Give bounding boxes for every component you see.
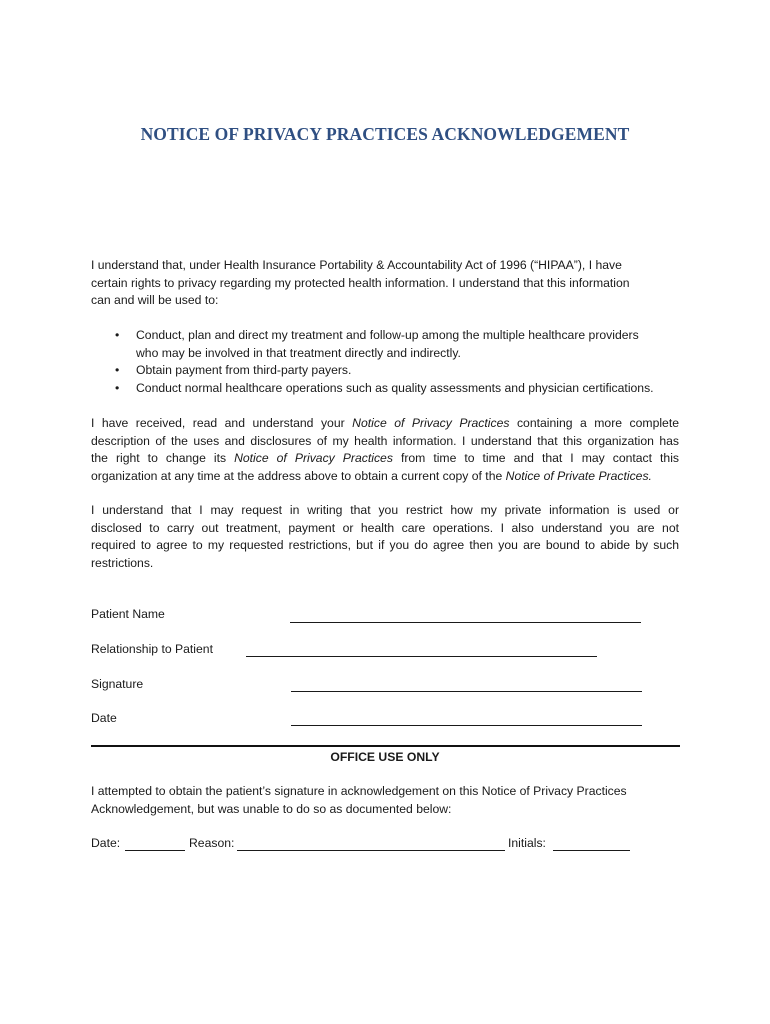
- paragraph-line: required to agree to my requested restrictions, but if you do agree then you are bound to abide by such: [91, 538, 679, 552]
- notice-title-italic: Notice of Privacy Practices: [352, 416, 510, 430]
- office-use-heading: OFFICE USE ONLY: [330, 750, 440, 764]
- reason-line[interactable]: [237, 850, 505, 851]
- paragraph-line: [91, 450, 679, 468]
- signature-line[interactable]: [291, 691, 642, 692]
- paragraph-line: disclosed to carry out treatment, payment or health care operations. I also understand you are not: [91, 520, 679, 535]
- text-run: containing a more complete: [509, 416, 680, 430]
- paragraph-line: Acknowledgement, but was unable to do so as documented below:: [91, 801, 452, 816]
- restriction-paragraph: [91, 502, 679, 572]
- office-use-paragraph: [91, 783, 681, 818]
- signature-field: [91, 677, 651, 697]
- patient-name-field: [91, 607, 651, 627]
- intro-line-1: I understand that, under Health Insurance Portability & Accountability Act of 1996 (“HIPAA”), I have: [91, 258, 622, 272]
- text-run: the right to change its: [91, 451, 235, 465]
- date-field: [91, 711, 651, 731]
- bullet-text: Conduct normal healthcare operations such as quality assessments and physician certifications.: [136, 380, 654, 395]
- text-run: organization at any time at the address above to obtain a current copy of the: [91, 468, 506, 483]
- bullet-item-payment: [91, 362, 681, 380]
- date-line[interactable]: [291, 725, 642, 726]
- notice-title-italic: Notice of Privacy Practices: [234, 451, 393, 465]
- text-run: from time to time and that I may contact this: [392, 451, 680, 465]
- bullet-text: Conduct, plan and direct my treatment and follow-up among the multiple healthcare providers: [136, 328, 639, 342]
- reason-label: Reason:: [189, 836, 235, 850]
- intro-line-2: certain rights to privacy regarding my protected health information. I understand that this information: [91, 275, 630, 290]
- section-divider: [91, 745, 680, 747]
- page-title: NOTICE OF PRIVACY PRACTICES ACKNOWLEDGEMENT: [140, 124, 630, 144]
- bullet-item-operations: [91, 380, 681, 398]
- bullet-icon: •: [115, 328, 120, 342]
- patient-name-label: Patient Name: [91, 607, 165, 621]
- relationship-field: [91, 642, 651, 662]
- signature-label: Signature: [91, 677, 144, 691]
- text-run: I have received, read and understand your: [91, 416, 353, 430]
- intro-paragraph: [91, 257, 661, 310]
- office-date-line[interactable]: [125, 850, 185, 851]
- bullet-icon: •: [115, 363, 120, 377]
- paragraph-line: description of the uses and disclosures of my health information. I understand that this organization has: [91, 433, 679, 448]
- bullet-text: Obtain payment from third-party payers.: [136, 363, 352, 377]
- received-notice-paragraph: [91, 415, 679, 485]
- bullet-item-treatment: [91, 327, 681, 362]
- paragraph-line: restrictions.: [91, 555, 154, 570]
- initials-label: Initials:: [508, 836, 546, 850]
- office-date-label: Date:: [91, 836, 121, 850]
- relationship-line[interactable]: [246, 656, 597, 657]
- intro-line-3: can and will be used to:: [91, 293, 219, 307]
- patient-name-line[interactable]: [290, 622, 641, 623]
- date-label: Date: [91, 711, 117, 725]
- paragraph-line: [91, 468, 679, 486]
- notice-title-italic: Notice of Private Practices.: [505, 468, 652, 483]
- usage-bullet-list: [91, 327, 681, 397]
- paragraph-line: I understand that I may request in writing that you restrict how my private information is used or: [91, 503, 679, 517]
- office-use-form-row: [91, 836, 691, 854]
- paragraph-line: I attempted to obtain the patient’s signature in acknowledgement on this Notice of Privacy Practices: [91, 784, 627, 798]
- bullet-text: who may be involved in that treatment directly and indirectly.: [136, 345, 461, 360]
- paragraph-line: [91, 415, 679, 433]
- initials-line[interactable]: [553, 850, 630, 851]
- relationship-label: Relationship to Patient: [91, 642, 213, 656]
- bullet-icon: •: [115, 380, 120, 395]
